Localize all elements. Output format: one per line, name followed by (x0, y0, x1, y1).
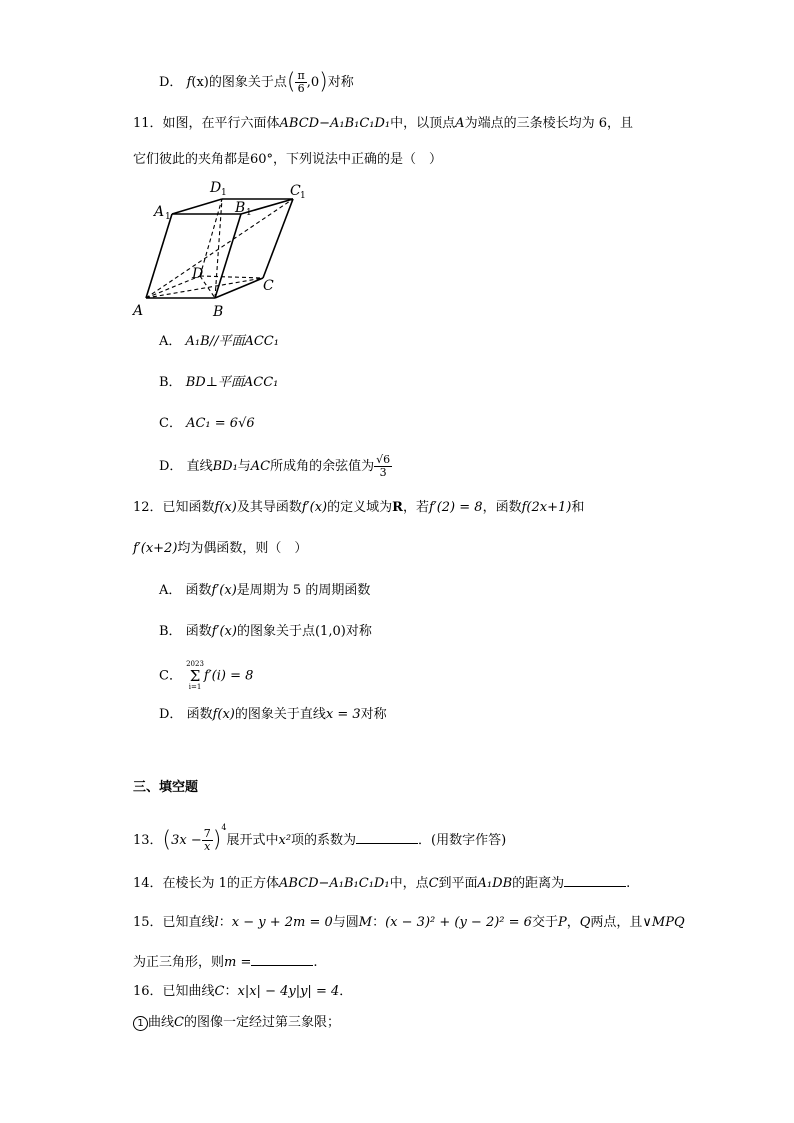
sub-B1: 1 (246, 208, 252, 218)
label-D1: D (210, 180, 222, 196)
option-text: 对称 (360, 707, 387, 722)
sum-lower: i=1 (188, 683, 202, 691)
stem-math: f′(2) = 8 (428, 500, 483, 515)
stem-text: 为端点的三条棱长均为 6，且 (464, 116, 633, 131)
q13-stem (133, 818, 506, 853)
stem-text: ： (372, 915, 386, 930)
stem-text: ，函数 (482, 500, 522, 515)
sub-C1: 1 (300, 191, 306, 201)
label-A: A (133, 303, 144, 319)
option-text: (x)的图象关于点 (191, 75, 287, 90)
edge-A1D1 (172, 199, 222, 214)
q11-option-d (159, 454, 392, 479)
question-number: 13． (133, 833, 163, 848)
answer-blank[interactable] (356, 829, 418, 844)
fraction-denominator: 6 (297, 82, 305, 95)
fraction-numerator: √6 (376, 453, 391, 466)
stem-text: 11．如图，在平行六面体 (133, 116, 280, 131)
stem-text: . (313, 955, 318, 970)
stem-text: 15．已知直线 (133, 915, 215, 930)
sum-symbol: Σ (189, 667, 201, 685)
stem-math: Q (579, 915, 591, 930)
stem-text: 14．在棱长为 1的正方体 (133, 876, 279, 891)
option-label: D． (159, 707, 183, 722)
q16-stem (133, 982, 352, 1002)
stem-text: 及其导函数 (236, 500, 302, 515)
fraction (295, 70, 306, 95)
q11-option-b (159, 373, 278, 393)
label-B: B (213, 304, 224, 320)
q11-option-c (159, 414, 255, 434)
option-label: C． (159, 668, 182, 684)
answer-blank[interactable] (251, 951, 313, 966)
stem-math: (x − 3)² + (y − 2)² = 6 (385, 915, 532, 930)
math-f: f (186, 75, 192, 90)
q12-option-b (159, 622, 372, 642)
option-math: x = 3 (325, 707, 361, 722)
stem-math: x|x| − 4y|y| = 4 (237, 984, 340, 999)
item-text: 的图像一定经过第三象限； (183, 1015, 340, 1030)
stem-text: 16．已知曲线 (133, 984, 215, 999)
label-D: D (192, 266, 204, 282)
stem-math: f(2x+1) (521, 500, 572, 515)
option-text: 函数 (185, 583, 212, 598)
fraction-numerator: π (297, 69, 305, 82)
paren-left: ( (162, 827, 172, 853)
option-math: AC₁ = 6√6 (186, 416, 255, 431)
q15-stem-line1 (133, 913, 685, 933)
parallelepiped-figure (130, 178, 306, 323)
option-text: 的图象关于点 (236, 624, 315, 639)
q10-option-d (159, 70, 354, 95)
answer-blank[interactable] (564, 872, 626, 887)
label-C: C (263, 278, 274, 294)
option-text: 与 (237, 459, 251, 474)
q16-item-1 (133, 1013, 340, 1033)
sum-upper: 2023 (186, 660, 204, 668)
fraction-numerator: 7 (203, 827, 211, 840)
stem-text: 和 (571, 500, 585, 515)
stem-text: ，若 (402, 500, 429, 515)
stem-text: 12．已知函数 (133, 500, 215, 515)
edge-AA1 (146, 214, 172, 298)
summation (186, 660, 204, 692)
option-label: B． (159, 624, 182, 639)
option-math: A₁B//平面ACC₁ (185, 334, 279, 349)
paren-right: ) (319, 69, 328, 95)
stem-text: ． (339, 984, 353, 999)
option-text: 的图象关于直线 (234, 707, 326, 722)
item-math: C (174, 1015, 184, 1030)
label-A1: A (154, 204, 165, 220)
fraction (374, 454, 392, 479)
edge-CC1 (263, 199, 293, 278)
option-math: f(x) (212, 707, 235, 722)
stem-text: ．(用数字作答) (418, 833, 507, 848)
label-B1: B (235, 200, 246, 216)
option-math: AC (250, 459, 271, 474)
math-solid: ABCD−A₁B₁C₁D₁ (279, 116, 391, 131)
q11-stem-line2 (133, 150, 442, 170)
option-label: B． (159, 375, 182, 390)
fraction-denominator: x (204, 840, 211, 853)
point-tail: ,0 (306, 75, 320, 90)
stem-text: 与圆 (332, 915, 359, 930)
stem-math: f′(x+2) (133, 541, 178, 556)
fraction-denominator: 3 (379, 466, 387, 479)
paren-left: ( (286, 69, 296, 95)
q12-option-d (159, 705, 387, 725)
stem-text: 两点，且 (590, 915, 643, 930)
option-math: f′(i) = 8 (203, 668, 254, 684)
option-text: 是周期为 5 的周期函数 (236, 583, 371, 598)
stem-text: . (626, 876, 631, 891)
option-text: 函数 (185, 624, 212, 639)
stem-math: m = (224, 955, 252, 970)
math-point: A (455, 116, 465, 131)
expr-math: 3x − (171, 833, 202, 848)
option-text: 对称 (327, 75, 354, 90)
stem-text: 到平面 (438, 876, 478, 891)
stem-math: x − y + 2m = 0 (231, 915, 333, 930)
stem-text: ， (566, 915, 580, 930)
option-text: 对称 (345, 624, 372, 639)
option-label: C． (159, 416, 182, 431)
option-math: f′(x) (211, 624, 237, 639)
stem-math: R (392, 500, 403, 515)
sub-D1: 1 (221, 188, 227, 198)
stem-math: ABCD−A₁B₁C₁D₁ (278, 876, 390, 891)
edge-DC-hidden (200, 276, 263, 278)
option-math: BD₁ (212, 459, 238, 474)
option-math: BD⊥平面ACC₁ (185, 375, 279, 390)
stem-text: 中，以顶点 (390, 116, 456, 131)
item-text: 曲线 (148, 1015, 175, 1030)
stem-math: ∨MPQ (642, 915, 685, 930)
option-text: 所成角的余弦值为 (270, 459, 375, 474)
stem-math: C (428, 876, 439, 891)
q11-stem-line1 (133, 114, 633, 134)
circled-number: 1 (133, 1016, 148, 1031)
stem-text: 的定义域为 (327, 500, 393, 515)
stem-math: C (214, 984, 225, 999)
label-C1: C (290, 183, 301, 199)
q11-option-a (159, 332, 279, 352)
stem-text: 为正三角形，则 (133, 955, 225, 970)
q12-option-c (159, 660, 253, 692)
option-math: (1,0) (314, 624, 346, 639)
stem-math: x² (278, 833, 292, 848)
stem-math: P (557, 915, 567, 930)
stem-text: 项的系数为 (291, 833, 357, 848)
option-text: 直线 (186, 459, 213, 474)
option-math: f′(x) (211, 583, 237, 598)
stem-text: 它们彼此的夹角都是60°，下列说法中正确的是（ ） (133, 152, 443, 167)
stem-math: f′(x) (301, 500, 328, 515)
diag-AC-hidden (146, 278, 263, 298)
stem-text: 展开式中 (226, 833, 279, 848)
section-heading: 三、填空题 (133, 780, 199, 795)
stem-text: 交于 (531, 915, 558, 930)
q12-stem-line2 (133, 539, 307, 559)
q12-stem-line1 (133, 498, 584, 518)
option-label: D． (159, 459, 183, 474)
stem-math: l (214, 915, 219, 930)
stem-text: 均为偶函数，则（ ） (177, 541, 308, 556)
exponent: 4 (221, 823, 227, 832)
fraction (202, 828, 213, 853)
stem-math: A₁DB (477, 876, 513, 891)
q12-option-a (159, 581, 370, 601)
stem-text: 中，点 (389, 876, 429, 891)
option-label: D． (159, 75, 183, 90)
option-label: A． (159, 334, 182, 349)
edge-DD1-hidden (200, 199, 222, 276)
paren-right: ) (212, 827, 222, 853)
stem-text: ： (224, 984, 238, 999)
stem-math: M (358, 915, 373, 930)
stem-text: ： (218, 915, 232, 930)
q15-stem-line2 (133, 951, 318, 973)
q14-stem (133, 872, 630, 894)
option-label: A． (159, 583, 182, 598)
stem-text: 的距离为 (512, 876, 565, 891)
option-text: 函数 (186, 707, 213, 722)
edge-BC (215, 278, 263, 298)
sub-A1: 1 (165, 212, 171, 222)
stem-math: f(x) (214, 500, 237, 515)
